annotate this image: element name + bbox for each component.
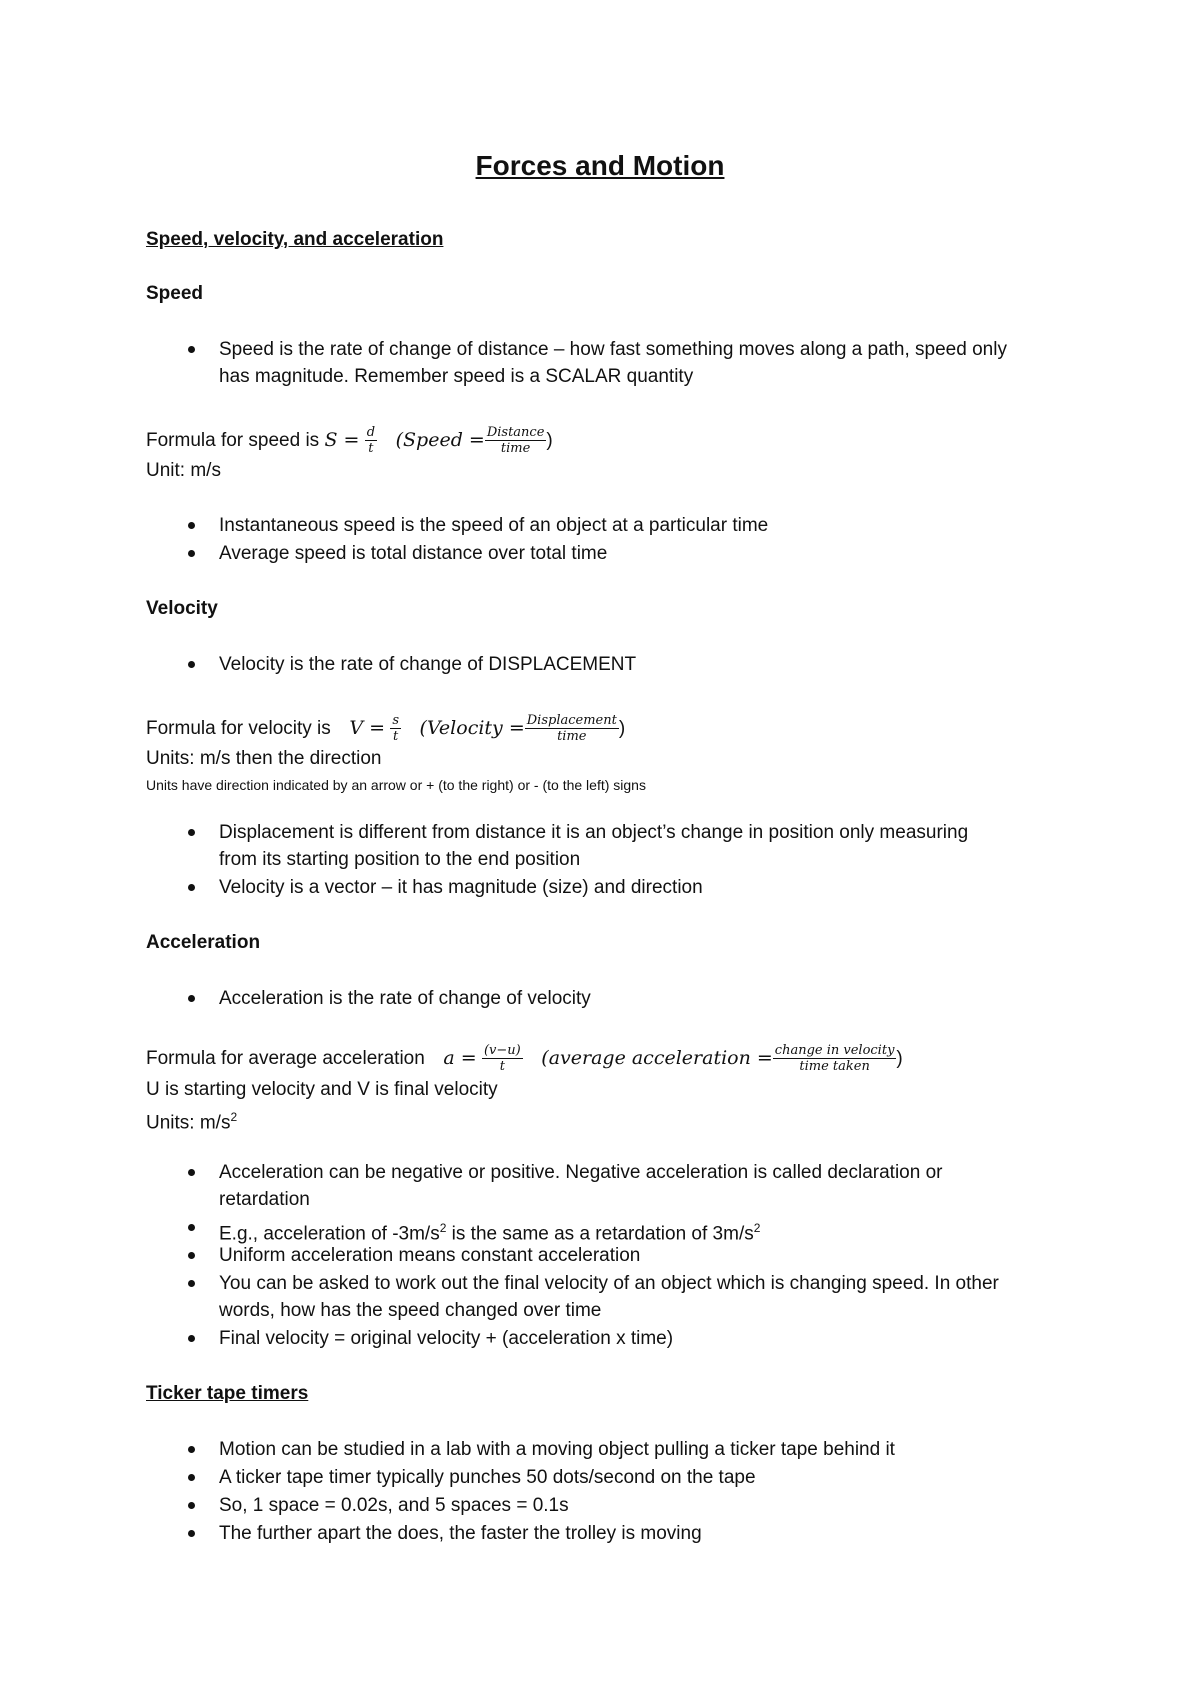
acceleration-example-exponent-1: 2: [439, 1221, 447, 1235]
velocity-formula-prefix: Formula for velocity is: [146, 718, 331, 739]
bullet-icon: [188, 1530, 195, 1537]
bullet-icon: [188, 1502, 195, 1509]
fraction-numerator: d: [366, 425, 376, 441]
speed-formula-prefix: Formula for speed is: [146, 430, 320, 451]
acceleration-bullet-5-line-1: You can be asked to work out the final velocity of an object which is changing speed. In other: [219, 1273, 999, 1294]
speed-bullet-3: Average speed is total distance over total time: [219, 543, 608, 564]
speed-bullet-1-line-1: Speed is the rate of change of distance – how fast something moves along a path, speed only: [219, 339, 1007, 360]
velocity-formula-fraction: [390, 713, 401, 744]
page-title: Forces and Motion: [475, 150, 725, 181]
acceleration-example-exponent-2: 2: [753, 1221, 761, 1235]
bullet-icon: [188, 829, 195, 836]
bullet-icon: [188, 1252, 195, 1259]
speed-formula-words-fraction: [485, 425, 547, 456]
velocity-units: Units: m/s then the direction: [146, 748, 382, 769]
bullet-icon: [188, 1280, 195, 1287]
bullet-icon: [188, 1335, 195, 1342]
bullet-icon: [188, 1474, 195, 1481]
velocity-bullet-3: Velocity is a vector – it has magnitude (size) and direction: [219, 877, 703, 898]
acceleration-example-text-a: E.g., acceleration of -3m/s: [219, 1223, 440, 1245]
bullet-icon: [188, 1446, 195, 1453]
acceleration-units-text: Units: m/s: [146, 1112, 231, 1134]
bullet-icon: [188, 884, 195, 891]
acceleration-bullet-2-line-2: retardation: [219, 1189, 310, 1210]
acceleration-bullet-2-line-1: Acceleration can be negative or positive. Negative acceleration is called declaration or: [219, 1162, 943, 1183]
acceleration-units-exponent: 2: [230, 1110, 238, 1124]
acceleration-example-text-b: is the same as a retardation of 3m/s: [446, 1223, 754, 1245]
acceleration-formula: [146, 1038, 903, 1079]
acceleration-formula-lhs: a =: [443, 1047, 477, 1069]
subheading-speed: Speed: [146, 283, 204, 304]
velocity-formula-words-fraction: [525, 713, 619, 744]
acceleration-formula-words-open: (average acceleration =: [541, 1047, 773, 1069]
fraction-denominator: time: [557, 729, 587, 745]
acceleration-bullet-1: Acceleration is the rate of change of velocity: [219, 988, 591, 1009]
ticker-bullet-1: Motion can be studied in a lab with a moving object pulling a ticker tape behind it: [219, 1439, 895, 1460]
fraction-denominator: time taken: [799, 1059, 870, 1075]
bullet-icon: [188, 661, 195, 668]
fraction-numerator: Distance: [486, 425, 545, 441]
speed-formula-lhs: S =: [324, 429, 360, 451]
speed-unit: Unit: m/s: [146, 460, 221, 481]
velocity-units-note: Units have direction indicated by an arrow or + (to the right) or - (to the left) signs: [146, 777, 646, 793]
fraction-numerator: s: [392, 713, 399, 729]
acceleration-formula-prefix: Formula for average acceleration: [146, 1048, 425, 1069]
acceleration-units: [146, 1105, 237, 1135]
speed-bullet-2: Instantaneous speed is the speed of an object at a particular time: [219, 515, 769, 536]
velocity-formula: [146, 708, 625, 749]
speed-bullet-1-line-2: has magnitude. Remember speed is a SCALAR quantity: [219, 366, 694, 387]
acceleration-formula-fraction: [482, 1043, 523, 1074]
section-heading-ticker-tape-timers: Ticker tape timers: [146, 1383, 309, 1404]
acceleration-bullet-3: [219, 1216, 760, 1246]
subheading-velocity: Velocity: [146, 598, 218, 619]
velocity-formula-lhs: V =: [349, 717, 386, 739]
fraction-denominator: t: [499, 1059, 505, 1075]
speed-formula: [146, 420, 553, 461]
speed-formula-words-close: ): [546, 430, 553, 451]
velocity-bullet-1: Velocity is the rate of change of DISPLACEMENT: [219, 654, 637, 675]
velocity-formula-words-open: (Velocity =: [419, 717, 525, 739]
fraction-denominator: time: [500, 441, 531, 457]
fraction-numerator: change in velocity: [774, 1043, 895, 1059]
bullet-icon: [188, 346, 195, 353]
acceleration-bullet-5-line-2: words, how has the speed changed over time: [219, 1300, 602, 1321]
section-heading-speed-velocity-acceleration: Speed, velocity, and acceleration: [146, 229, 444, 250]
bullet-icon: [188, 550, 195, 557]
acceleration-bullet-4: Uniform acceleration means constant acceleration: [219, 1245, 641, 1266]
bullet-icon: [188, 522, 195, 529]
speed-formula-words-open: (Speed =: [395, 429, 485, 451]
ticker-bullet-2: A ticker tape timer typically punches 50 dots/second on the tape: [219, 1467, 756, 1488]
velocity-bullet-2-line-2: from its starting position to the end position: [219, 849, 581, 870]
velocity-bullet-2-line-1: Displacement is different from distance it is an object’s change in position only measuring: [219, 822, 969, 843]
acceleration-uv-note: U is starting velocity and V is final velocity: [146, 1079, 498, 1100]
ticker-bullet-4: The further apart the does, the faster the trolley is moving: [219, 1523, 702, 1544]
subheading-acceleration: Acceleration: [146, 932, 261, 953]
speed-formula-fraction: [365, 425, 377, 456]
fraction-denominator: t: [368, 441, 374, 457]
bullet-icon: [188, 995, 195, 1002]
ticker-bullet-3: So, 1 space = 0.02s, and 5 spaces = 0.1s: [219, 1495, 569, 1516]
bullet-icon: [188, 1224, 195, 1231]
bullet-icon: [188, 1169, 195, 1176]
fraction-numerator: (v−u): [483, 1043, 521, 1059]
fraction-numerator: Displacement: [526, 713, 617, 729]
acceleration-bullet-6: Final velocity = original velocity + (acceleration x time): [219, 1328, 674, 1349]
acceleration-formula-words-fraction: [773, 1043, 897, 1074]
velocity-formula-words-close: ): [618, 718, 626, 739]
fraction-denominator: t: [393, 729, 399, 745]
acceleration-formula-words-close: ): [896, 1048, 903, 1069]
